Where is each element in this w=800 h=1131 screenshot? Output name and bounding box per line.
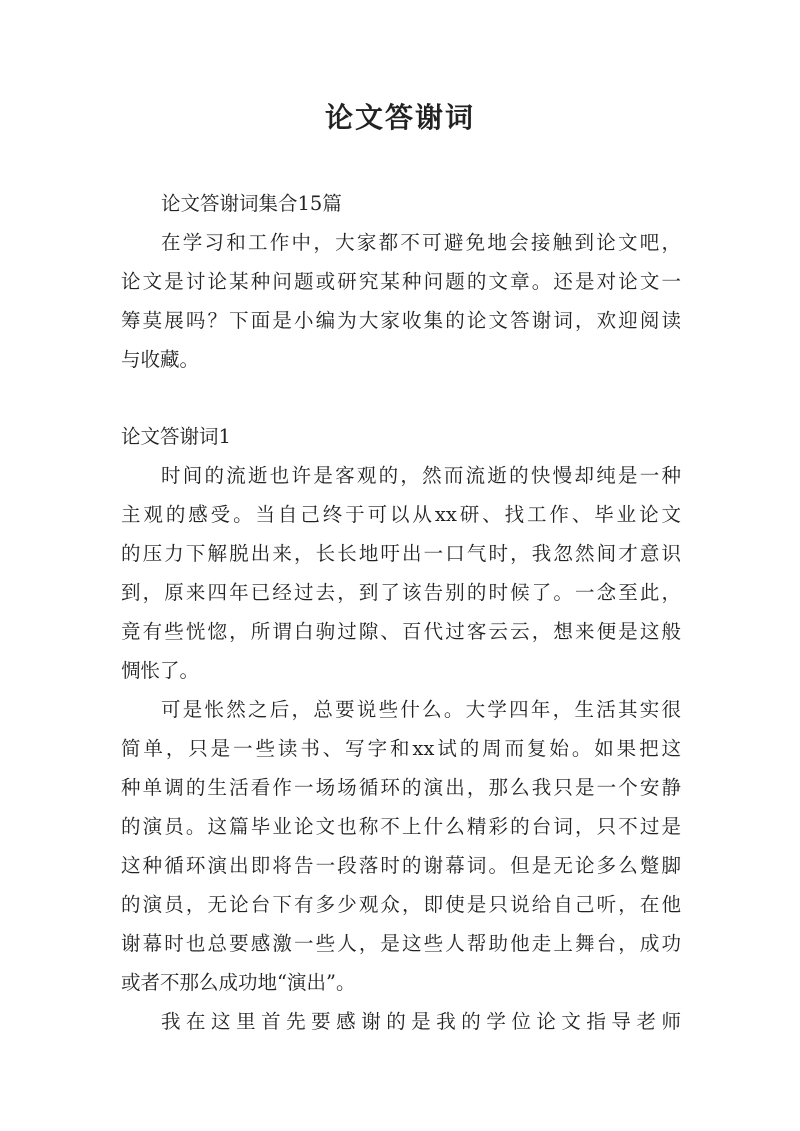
intro-line: 与收藏。 <box>121 348 200 371</box>
intro-heading: 论文答谢词集合15篇 <box>161 192 342 215</box>
paragraph-line: 到，原来四年已经过去，到了该告别的时候了。一念至此， <box>121 581 681 604</box>
section-heading: 论文答谢词1 <box>121 425 231 448</box>
paragraph-line: 种单调的生活看作一场场循环的演出，那么我只是一个安静 <box>121 776 681 799</box>
paragraph-line: 简单，只是一些读书、写字和xx试的周而复始。如果把这 <box>121 737 681 760</box>
paragraph-line: 的演员。这篇毕业论文也称不上什么精彩的台词，只不过是 <box>121 815 681 838</box>
paragraph-line: 竟有些恍惚，所谓白驹过隙、百代过客云云，想来便是这般 <box>121 620 681 643</box>
intro-line: 筹莫展吗？下面是小编为大家收集的论文答谢词，欢迎阅读 <box>121 309 681 332</box>
paragraph-line: 主观的感受。当自己终于可以从xx研、找工作、毕业论文 <box>121 503 681 526</box>
paragraph-line: 或者不那么成功地“演出”。 <box>121 971 356 994</box>
paragraph-line: 可是怅然之后，总要说些什么。大学四年，生活其实很 <box>161 698 681 721</box>
intro-line: 在学习和工作中，大家都不可避免地会接触到论文吧， <box>161 231 681 254</box>
document-body <box>121 184 681 1041</box>
paragraph-line: 谢幕时也总要感激一些人，是这些人帮助他走上舞台，成功 <box>121 932 681 955</box>
paragraph-line: 时间的流逝也许是客观的，然而流逝的快慢却纯是一种 <box>161 464 681 487</box>
section-gap <box>121 379 681 417</box>
intro-line: 论文是讨论某种问题或研究某种问题的文章。还是对论文一 <box>121 270 681 293</box>
paragraph-line: 惆怅了。 <box>121 659 200 682</box>
paragraph-line: 我在这里首先要感谢的是我的学位论文指导老师 <box>161 1010 681 1033</box>
document-title: 论文答谢词 <box>324 101 475 134</box>
paragraph-line: 这种循环演出即将告一段落时的谢幕词。但是无论多么蹩脚 <box>121 854 681 877</box>
paragraph-line: 的压力下解脱出来，长长地吁出一口气时，我忽然间才意识 <box>121 542 681 565</box>
paragraph-line: 的演员，无论台下有多少观众，即使是只说给自己听，在他 <box>121 893 681 916</box>
